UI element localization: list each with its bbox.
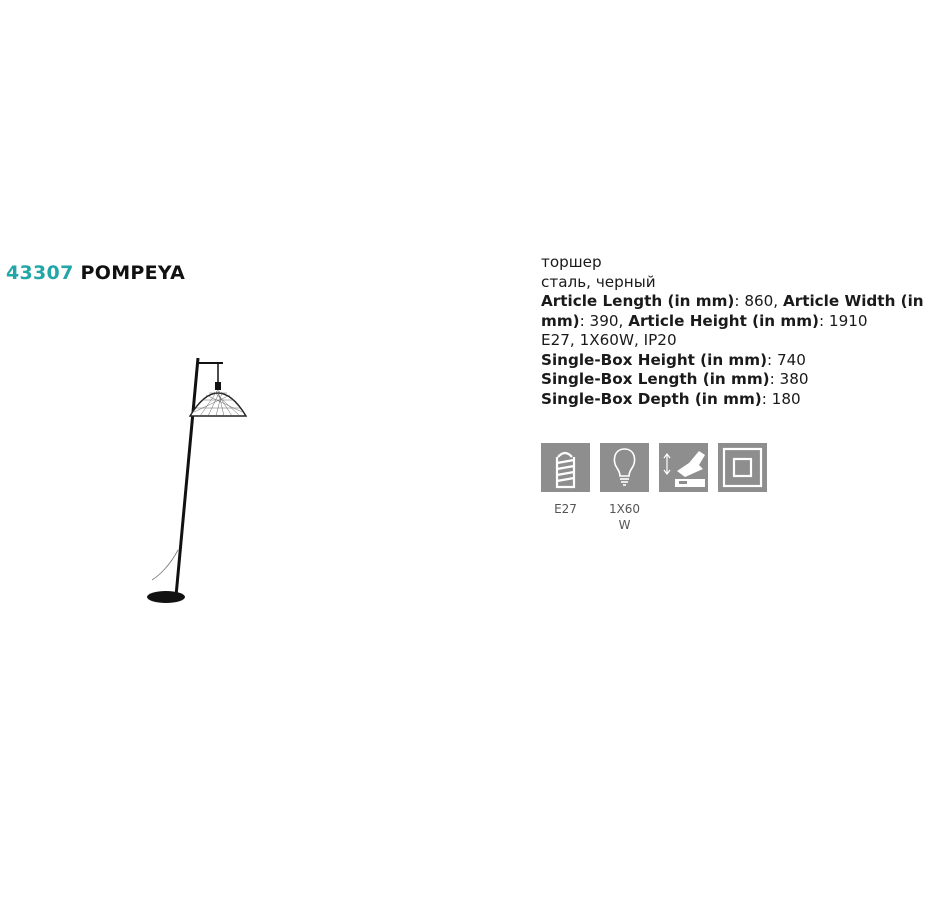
foot-switch-icon	[659, 443, 708, 492]
bulb-caption	[600, 501, 649, 533]
spec-box-height	[541, 351, 936, 371]
box-depth-value: : 180	[761, 389, 801, 408]
bulb-caption-line1: 1X60	[608, 502, 641, 516]
bulb-icon	[600, 443, 649, 492]
e27-caption: E27	[554, 502, 577, 516]
protection-class-icon	[718, 443, 767, 492]
box-length-label: Single-Box Length (in mm)	[541, 370, 770, 388]
product-title	[6, 262, 185, 284]
length-value: : 860,	[734, 292, 783, 310]
product-name: POMPEYA	[80, 262, 186, 284]
width-label-cont: mm)	[541, 311, 580, 330]
height-label: Article Height (in mm)	[628, 311, 819, 330]
bulb-caption-line2: W	[618, 518, 631, 532]
floor-lamp-image	[130, 350, 260, 610]
spec-box-depth	[541, 390, 936, 410]
width-label: Article Width (in	[782, 292, 924, 310]
spec-material: сталь, черный	[541, 272, 656, 291]
spec-type: торшер	[541, 253, 602, 271]
product-specs	[541, 253, 936, 409]
spec-box-length	[541, 370, 936, 390]
spec-electrical: E27, 1X60W, IP20	[541, 331, 677, 349]
width-value: : 390,	[579, 311, 629, 330]
spec-dimensions	[541, 292, 936, 312]
e27-socket-icon	[541, 443, 590, 492]
product-code: 43307	[6, 262, 74, 284]
height-value: : 1910	[818, 311, 868, 330]
box-depth-label: Single-Box Depth (in mm)	[541, 389, 762, 408]
box-height-label: Single-Box Height (in mm)	[541, 350, 768, 369]
spec-dimensions-cont	[541, 312, 936, 332]
box-length-value: : 380	[769, 370, 809, 388]
box-height-value: : 740	[767, 350, 806, 369]
length-label: Article Length (in mm)	[541, 292, 735, 310]
